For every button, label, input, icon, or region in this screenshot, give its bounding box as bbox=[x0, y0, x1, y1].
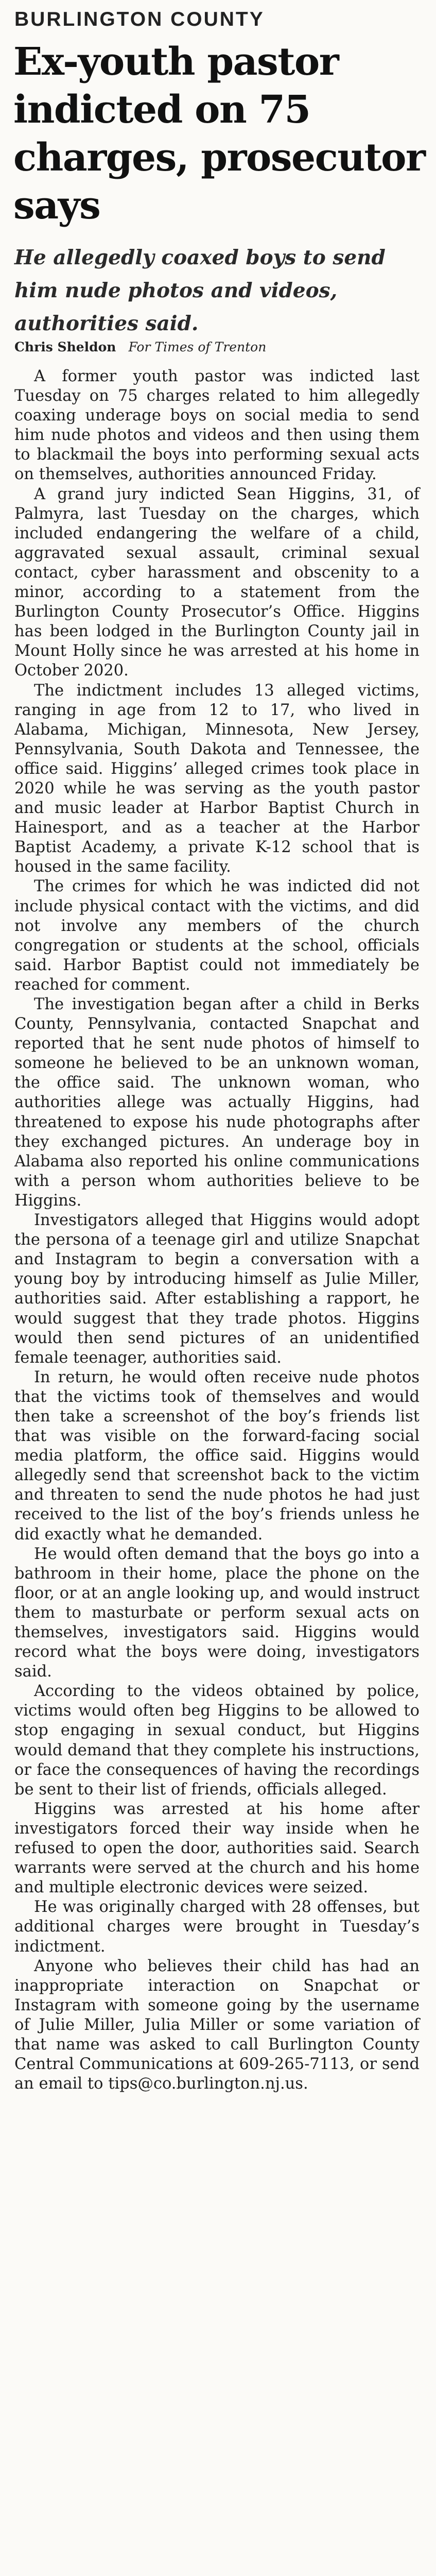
article-paragraph: Anyone who believes their child has had an inappropriate interaction on Snapchat or Instagram with someone going by the username of Julie Miller, Julia Miller or some variation of that name was asked to call Burlington County Central Communications at 609-265-7113, or send an email to tips@co.burlington.nj.us. bbox=[14, 1957, 420, 2093]
byline-author: Chris Sheldon bbox=[14, 340, 116, 354]
headline: Ex-youth pastor indicted on 75 charges, prosecutor says bbox=[13, 40, 425, 228]
article-paragraph: The crimes for which he was indicted did not include physical contact with the victims, and did not involve any members of the church congregation or students at the school, officials said. Harbor Baptist could not immediately be reached for comment. bbox=[14, 877, 420, 994]
article-paragraph: The indictment includes 13 alleged victims, ranging in age from 12 to 17, who lived in Alabama, Michigan, Minnesota, New Jersey, Pennsylvania, South Dakota and Tennessee, the office said. Higgins’ alleged crimes took place in 2020 while he was serving as the youth pastor and music leader at Harbor Baptist Church in Hainesport, and as a teacher at the Harbor Baptist Academy, a private K-12 school that is housed in the same facility. bbox=[14, 681, 420, 876]
article-body bbox=[14, 367, 420, 2094]
byline-affiliation: For Times of Trenton bbox=[128, 340, 267, 354]
article-paragraph: In return, he would often receive nude photos that the victims took of themselves and would then take a screenshot of the boy’s friends list that was visible on the forward-facing social media platform, the office said. Higgins would allegedly send that screenshot back to the victim and threaten to send the nude photos he had just received to the list of the boy’s friends unless he did exactly what he demanded. bbox=[14, 1368, 420, 1544]
article-paragraph: According to the videos obtained by police, victims would often beg Higgins to be allowed to stop engaging in sexual conduct, but Higgins would demand that they complete his instructions, or face the consequences of having the recordings be sent to their list of friends, officials alleged. bbox=[14, 1682, 420, 1799]
article-paragraph: Higgins was arrested at his home after investigators forced their way inside when he refused to open the door, authorities said. Search warrants were served at the church and his home and multiple electronic devices were seized. bbox=[14, 1800, 420, 1897]
byline bbox=[14, 340, 266, 355]
article-paragraph: He was originally charged with 28 offenses, but additional charges were brought in Tuesday’s indictment. bbox=[14, 1898, 420, 1956]
article-paragraph: Investigators alleged that Higgins would adopt the persona of a teenage girl and utilize Snapchat and Instagram to begin a conversation with a young boy by introducing himself as Julie Miller, authorities said. After establishing a rapport, he would suggest that they trade photos. Higgins would then send pictures of an unidentified female teenager, authorities said. bbox=[14, 1211, 420, 1367]
article-paragraph: A former youth pastor was indicted last Tuesday on 75 charges related to him allegedly coaxing underage boys on social media to send him nude photos and videos and then using them to blackmail the boys into performing sexual acts on themselves, authorities announced Friday. bbox=[14, 367, 420, 484]
deck: He allegedly coaxed boys to send him nude photos and videos, authorities said. bbox=[14, 246, 386, 335]
section-label: BURLINGTON COUNTY bbox=[14, 8, 265, 30]
article-paragraph: A grand jury indicted Sean Higgins, 31, of Palmyra, last Tuesday on the charges, which included endangering the welfare of a child, aggravated sexual assault, criminal sexual contact, cyber harassment and obscenity to a minor, according to a statement from the Burlington County Prosecutor’s Office. Higgins has been lodged in the Burlington County jail in Mount Holly since he was arrested at his home in October 2020. bbox=[14, 485, 420, 680]
article-paragraph: The investigation began after a child in Berks County, Pennsylvania, contacted Snapchat and reported that he sent nude photos of himself to someone he believed to be an unknown woman, the office said. The unknown woman, who authorities allege was actually Higgins, had threatened to expose his nude photographs after they exchanged pictures. An underage boy in Alabama also reported his online communications with a person whom authorities believe to be Higgins. bbox=[14, 995, 420, 1210]
article-paragraph: He would often demand that the boys go into a bathroom in their home, place the phone on the floor, or at an angle looking up, and would instruct them to masturbate or perform sexual acts on themselves, investigators said. Higgins would record what the boys were doing, investigators said. bbox=[14, 1545, 420, 1681]
